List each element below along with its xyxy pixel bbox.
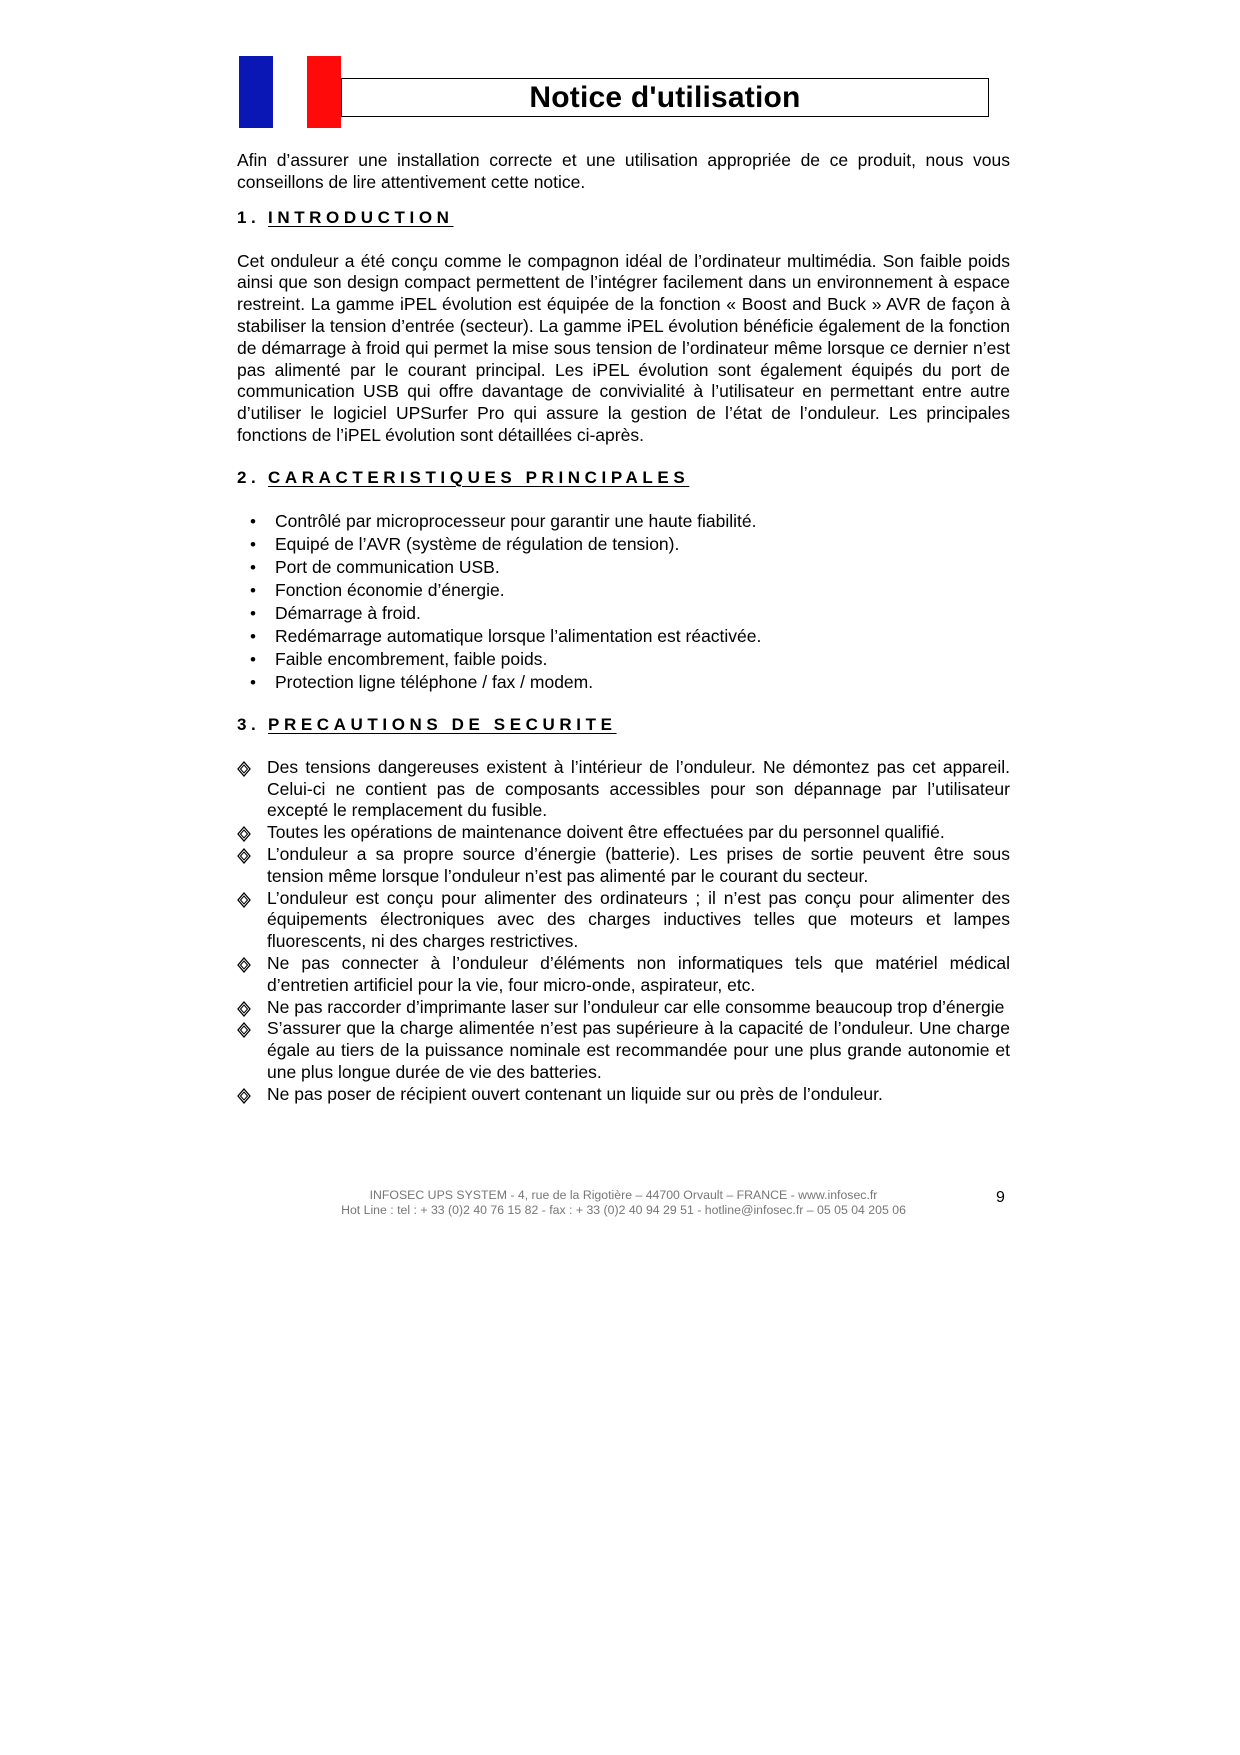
diamond-bullet-icon <box>237 1022 251 1038</box>
section-label: PRECAUTIONS DE SECURITE <box>268 714 617 734</box>
page-number: 9 <box>996 1189 1005 1206</box>
features-list <box>237 510 1010 694</box>
bullet-icon: • <box>250 626 256 646</box>
diamond-bullet-icon <box>237 1001 251 1017</box>
footer <box>237 1188 1010 1218</box>
bullet-icon: • <box>250 534 256 554</box>
section-title-introduction <box>237 208 1010 228</box>
flag-red-stripe <box>307 56 341 128</box>
section-number: 2. <box>237 467 261 487</box>
section-label: INTRODUCTION <box>268 207 454 227</box>
page-title: Notice d'utilisation <box>529 80 801 114</box>
section-title-caracteristiques <box>237 468 1010 488</box>
list-item: Ne pas poser de récipient ouvert contenant un liquide sur ou près de l’onduleur. <box>237 1084 1010 1106</box>
list-item: Toutes les opérations de maintenance doivent être effectuées par du personnel qualifié. <box>237 822 1010 844</box>
list-item: • Démarrage à froid. <box>250 602 421 623</box>
diamond-bullet-icon <box>237 957 251 973</box>
precautions-list <box>237 757 1010 1106</box>
diamond-bullet-icon <box>237 848 251 864</box>
intro-paragraph: Afin d’assurer une installation correcte et une utilisation appropriée de ce produit, nous vous conseillons de lire attentivement cette notice. <box>237 150 1010 192</box>
list-item: L’onduleur a sa propre source d’énergie (batterie). Les prises de sortie peuvent être sous tension même lorsque l’onduleur n’est pas alimenté par le courant du secteur. <box>237 844 1010 888</box>
section-title-precautions <box>237 715 1010 735</box>
introduction-paragraph: Cet onduleur a été conçu comme le compagnon idéal de l’ordinateur multimédia. Son faible poids ainsi que son design compact permettent de l’intégrer facilement dans un environnement à espace restreint. La gamme iPEL évolution est équipée de la fonction « Boost and Buck » AVR de façon à stabiliser la tension d’entrée (secteur). La gamme iPEL évolution bénéficie également de la fonction de démarrage à froid qui permet la mise sous tension de l’ordinateur même lorsque ce dernier n’est pas alimenté par le courant principal. Les iPEL évolution sont également équipés du port de communication USB qui offre davantage de convivialité à l’utilisateur en permettant entre autre d’utiliser le logiciel UPSurfer Pro qui assure la gestion de l’état de l’onduleur. Les principales fonctions de l’iPEL évolution sont détaillées ci-après. <box>237 250 1010 445</box>
list-item: S’assurer que la charge alimentée n’est pas supérieure à la capacité de l’onduleur. Une charge égale au tiers de la puissance nominale est recommandée pour une plus grande autonomie et une plus longue durée de vie des batteries. <box>237 1018 1010 1083</box>
flag-white-stripe <box>273 56 307 128</box>
diamond-bullet-icon <box>237 761 251 777</box>
french-flag <box>239 56 341 128</box>
bullet-icon: • <box>250 580 256 600</box>
list-item: • Fonction économie d’énergie. <box>250 579 505 600</box>
list-item: • Faible encombrement, faible poids. <box>250 648 548 669</box>
section-number: 1. <box>237 207 261 227</box>
diamond-bullet-icon <box>237 826 251 842</box>
bullet-icon: • <box>250 672 256 692</box>
list-item: Des tensions dangereuses existent à l’intérieur de l’onduleur. Ne démontez pas cet appareil. Celui-ci ne contient pas de composants accessibles pour son dépannage par l’utilisateur excepté le remplacement du fusible. <box>237 757 1010 822</box>
title-box <box>341 78 989 117</box>
list-item: • Equipé de l’AVR (système de régulation de tension). <box>250 533 680 554</box>
list-item: L’onduleur est conçu pour alimenter des ordinateurs ; il n’est pas conçu pour alimenter des équipements électroniques avec des charges inductives telles que moteurs et lampes fluorescents, ni des charges restrictives. <box>237 888 1010 953</box>
bullet-icon: • <box>250 649 256 669</box>
bullet-icon: • <box>250 557 256 577</box>
section-label: CARACTERISTIQUES PRINCIPALES <box>268 467 690 487</box>
list-item: • Protection ligne téléphone / fax / modem. <box>250 671 594 692</box>
section-number: 3. <box>237 714 261 734</box>
flag-blue-stripe <box>239 56 273 128</box>
list-item: • Redémarrage automatique lorsque l’alimentation est réactivée. <box>250 625 762 646</box>
diamond-bullet-icon <box>237 892 251 908</box>
diamond-bullet-icon <box>237 1088 251 1104</box>
list-item: • Port de communication USB. <box>250 556 500 577</box>
content <box>237 150 1010 1106</box>
footer-address: INFOSEC UPS SYSTEM - 4, rue de la Rigotière – 44700 Orvault – FRANCE - www.infosec.fr <box>369 1188 878 1202</box>
list-item: Ne pas raccorder d’imprimante laser sur l’onduleur car elle consomme beaucoup trop d’énergie <box>237 997 1010 1019</box>
bullet-icon: • <box>250 511 256 531</box>
list-item: • Contrôlé par microprocesseur pour garantir une haute fiabilité. <box>250 510 757 531</box>
list-item: Ne pas connecter à l’onduleur d’éléments non informatiques tels que matériel médical d’entretien artificiel pour la vie, four micro-onde, aspirateur, etc. <box>237 953 1010 997</box>
bullet-icon: • <box>250 603 256 623</box>
footer-hotline: Hot Line : tel : + 33 (0)2 40 76 15 82 - fax : + 33 (0)2 40 94 29 51 - hotline@infosec.fr – 05 05 04 205 06 <box>341 1203 906 1217</box>
